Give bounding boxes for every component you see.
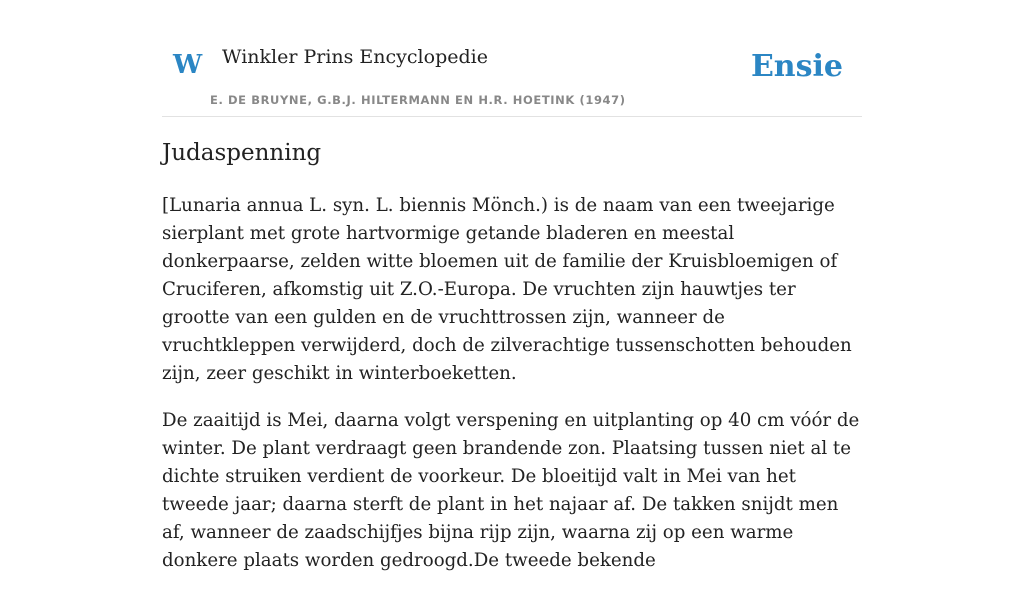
source-title[interactable]: Winkler Prins Encyclopedie (222, 46, 488, 68)
article-title: Judaspenning (162, 140, 322, 166)
winkler-prins-logo[interactable]: W (173, 50, 203, 80)
source-authors: E. DE BRUYNE, G.B.J. HILTERMANN EN H.R. HOETINK (1947) (210, 93, 626, 107)
article-body (162, 192, 862, 594)
content-container (162, 0, 862, 571)
ensie-logo[interactable]: Ensie (750, 49, 843, 84)
article-paragraph: De zaaitijd is Mei, daarna volgt verspening en uitplanting op 40 cm vóór de winter. De plant verdraagt geen brandende zon. Plaatsing tussen niet al te dichte struiken verdient de voorkeur. De bloeitijd valt in Mei van het tweede jaar; daarna sterft de plant in het najaar af. De takken snijdt men af, wanneer de zaadschijfjes bijna rijp zijn, waarna zij op een warme donkere plaats worden gedroogd.De tweede bekende (162, 410, 860, 571)
source-header (162, 0, 862, 117)
article-paragraph: [Lunaria annua L. syn. L. biennis Mönch.) is de naam van een tweejarige sierplant met grote hartvormige getande bladeren en meestal donkerpaarse, zelden witte bloemen uit de familie der Kruisbloemigen of Cruciferen, afkomstig uit Z.O.-Europa. De vruchten zijn hauwtjes ter grootte van een gulden en de vruchttrossen zijn, wanneer de vruchtkleppen verwijderd, doch de zilverachtige tussenschotten behouden zijn, zeer geschikt in winterboeketten. (162, 195, 852, 384)
